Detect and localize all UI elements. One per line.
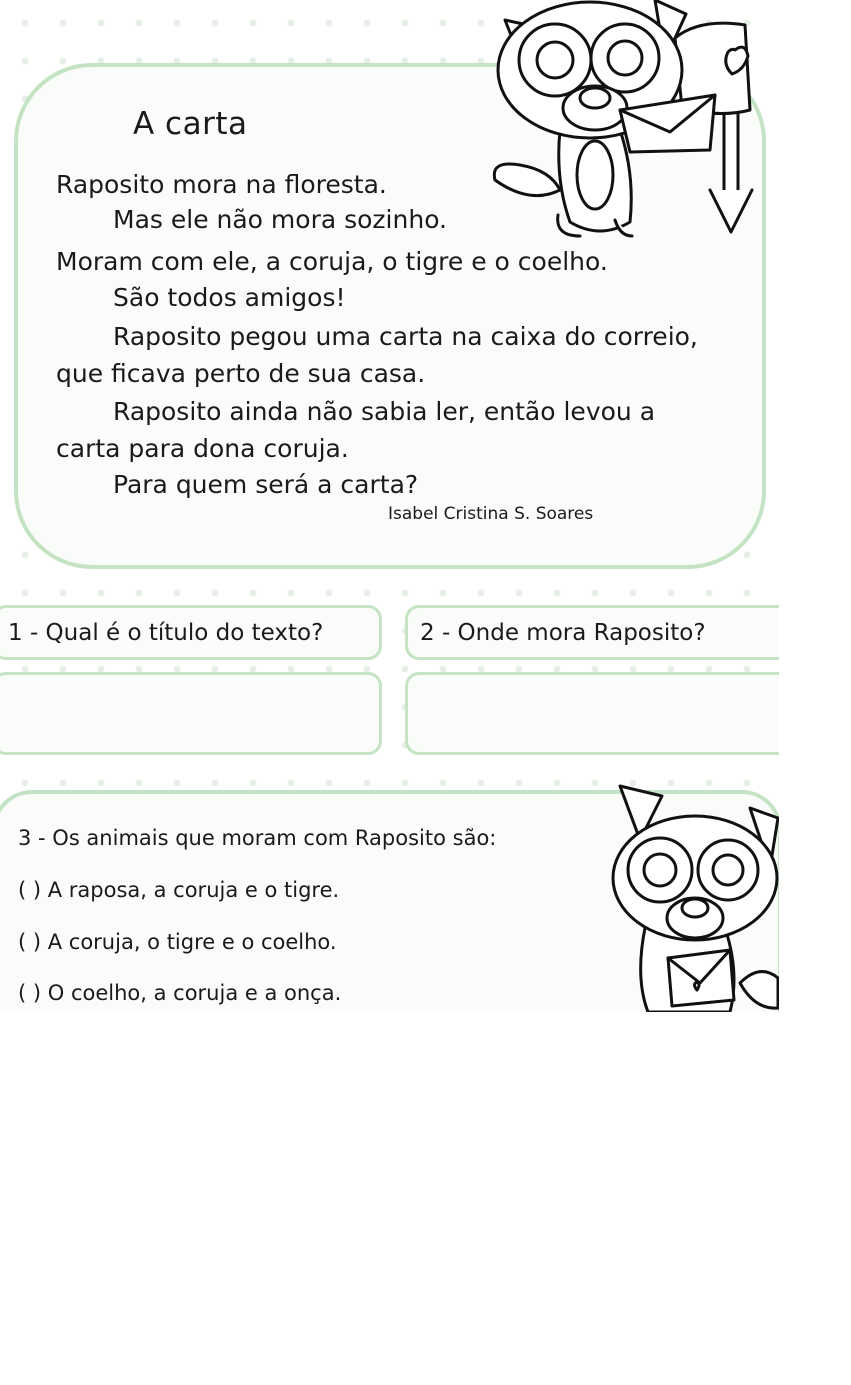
story-line: carta para dona coruja. bbox=[56, 434, 349, 463]
story-line: Raposito mora na floresta. bbox=[56, 170, 387, 199]
story-author: Isabel Cristina S. Soares bbox=[388, 504, 594, 524]
option-b[interactable]: ( ) A coruja, o tigre e o coelho. bbox=[18, 930, 337, 954]
story-line: que ficava perto de sua casa. bbox=[56, 359, 426, 388]
question-3-text: 3 - Os animais que moram com Raposito são: bbox=[18, 826, 497, 850]
fox-with-letter-icon bbox=[460, 0, 760, 240]
answer-2-box[interactable] bbox=[405, 672, 779, 755]
story-line: Para quem será a carta? bbox=[113, 470, 419, 499]
story-line: Raposito ainda não sabia ler, então levou a bbox=[113, 397, 656, 426]
answer-1-box[interactable] bbox=[0, 672, 382, 755]
story-line: Moram com ele, a coruja, o tigre e o coelho. bbox=[56, 247, 608, 276]
fox-holding-envelope-icon bbox=[600, 778, 779, 1012]
story-line: Raposito pegou uma carta na caixa do correio, bbox=[113, 322, 698, 351]
question-2-text: 2 - Onde mora Raposito? bbox=[420, 620, 706, 646]
story-title: A carta bbox=[133, 106, 248, 142]
question-1-text: 1 - Qual é o título do texto? bbox=[8, 620, 324, 646]
option-c[interactable]: ( ) O coelho, a coruja e a onça. bbox=[18, 981, 342, 1005]
option-a[interactable]: ( ) A raposa, a coruja e o tigre. bbox=[18, 878, 340, 902]
story-line: Mas ele não mora sozinho. bbox=[113, 205, 447, 234]
story-line: São todos amigos! bbox=[113, 283, 346, 312]
